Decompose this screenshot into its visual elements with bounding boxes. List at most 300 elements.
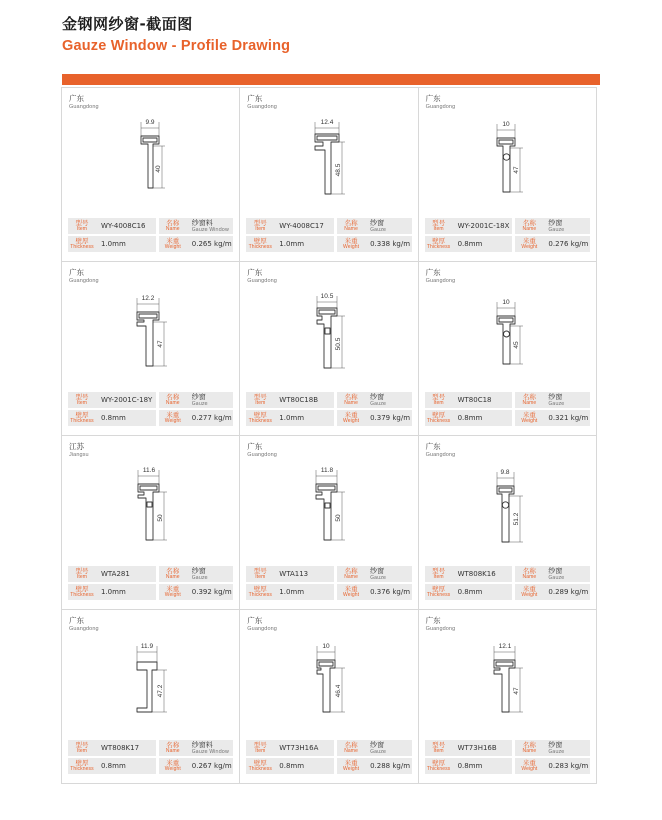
spec-row-thickness [425,584,590,600]
spec-table [68,740,233,776]
weight-label-en: Weight [521,592,538,598]
spec-row-thickness [68,410,233,426]
name-value-cn: 纱窗 [370,392,385,401]
spec-table [246,218,411,254]
name-label [159,218,187,234]
weight-label [337,236,365,252]
thickness-label [425,758,453,774]
spec-row-item [425,392,590,408]
name-value-en: Gauze [548,400,565,407]
weight-value: 0.276 kg/m [543,236,590,252]
item-label [68,392,96,408]
weight-label-en: Weight [164,244,181,250]
region-en: Guangdong [247,452,277,458]
thickness-label [246,758,274,774]
thickness-label-en: Thickness [248,244,272,250]
name-label [337,566,365,582]
thickness-value: 0.8mm [96,758,156,774]
dim-height: 47.2 [156,684,164,698]
spec-row-item [246,566,411,582]
name-value-cn: 纱窗 [191,392,206,401]
name-label [515,392,543,408]
name-value-cn: 纱窗 [191,566,206,575]
name-label [337,392,365,408]
name-label-en: Name [522,226,537,232]
thickness-label [68,584,96,600]
spec-table [425,740,590,776]
thickness-label [68,410,96,426]
weight-label-cn: 米重 [166,758,180,767]
thickness-value: 0.8mm [453,236,513,252]
name-value [365,392,412,408]
name-label [159,740,187,756]
weight-value: 0.289 kg/m [543,584,590,600]
name-label-en: Name [344,748,358,754]
dim-width: 11.6 [142,467,155,474]
name-value-cn: 纱窗 [370,218,385,227]
weight-label [515,410,543,426]
name-label [159,566,187,582]
profile-card[interactable] [418,87,597,262]
thickness-label-en: Thickness [70,766,94,772]
thickness-value: 0.8mm [274,758,334,774]
region-cn: 广东 [425,268,441,277]
weight-label-cn: 米重 [344,236,358,245]
profile-drawing [62,106,239,211]
spec-row-item [425,218,590,234]
weight-label-cn: 米重 [344,584,358,593]
profile-drawing [419,106,596,211]
weight-value: 0.267 kg/m [187,758,234,774]
spec-table [246,740,411,776]
profile-drawing [62,454,239,559]
name-value-en: Gauze Window [191,748,229,755]
spec-row-thickness [425,758,590,774]
thickness-value: 0.8mm [453,584,513,600]
dim-width: 10 [322,643,330,650]
spec-table [425,392,590,428]
item-label [68,740,96,756]
region-en: Guangdong [69,104,99,110]
name-value-cn: 纱窗 [548,392,563,401]
weight-label-cn: 米重 [344,410,358,419]
region-en: Guangdong [247,626,277,632]
item-value: WT73H16A [274,740,334,756]
name-value-en: Gauze [370,748,386,755]
spec-row-item [246,392,411,408]
region-cn: 广东 [69,268,84,277]
weight-label-en: Weight [164,766,181,772]
spec-row-thickness [246,410,411,426]
weight-value: 0.283 kg/m [543,758,590,774]
thickness-label-cn: 壁厚 [253,758,267,767]
spec-row-item [68,392,233,408]
weight-label [159,236,187,252]
profile-drawing [240,628,417,733]
name-value-cn: 纱窗料 [191,218,213,227]
item-value: WT80C18B [274,392,334,408]
name-value-cn: 纱窗 [370,740,385,749]
name-label-cn: 名称 [522,218,536,227]
region-cn: 广东 [247,616,263,625]
profile-card[interactable] [61,609,240,784]
weight-value: 0.321 kg/m [543,410,590,426]
dim-width: 12.1 [498,643,512,650]
weight-label [515,758,543,774]
name-label [515,740,543,756]
spec-table [68,218,233,254]
region-en: Guangdong [69,626,99,632]
name-label-cn: 名称 [344,392,358,401]
item-value: WTA281 [96,566,156,582]
item-label-cn: 型号 [432,392,446,401]
dim-width: 10.5 [320,293,334,300]
item-value: WTA113 [274,566,334,582]
name-value-en: Gauze [370,574,386,581]
weight-label [337,410,365,426]
item-label-cn: 型号 [75,392,89,401]
region-cn: 广东 [425,442,441,451]
thickness-label-en: Thickness [248,418,272,424]
item-label-en: Item [255,574,266,580]
name-value [187,392,234,408]
spec-row-item [246,218,411,234]
name-label [337,218,365,234]
weight-label-cn: 米重 [166,584,180,593]
name-label [515,566,543,582]
item-label [68,218,96,234]
dim-height: 45 [513,341,521,349]
dim-height: 47 [513,166,521,174]
region-cn: 广东 [69,616,84,625]
thickness-label [246,410,274,426]
item-label-cn: 型号 [253,566,267,575]
thickness-value: 1.0mm [274,410,334,426]
dim-height: 46.4 [334,684,342,698]
name-value [365,566,412,582]
region-en: Guangdong [247,104,277,110]
profile-drawing [62,280,239,385]
name-value-en: Gauze [548,574,565,581]
profile-card[interactable] [239,609,418,784]
item-label-cn: 型号 [253,392,267,401]
profile-drawing [240,280,417,385]
dim-height: 50 [156,514,164,522]
spec-row-thickness [68,758,233,774]
name-label-cn: 名称 [344,218,358,227]
region-cn: 广东 [247,94,263,103]
item-label-en: Item [76,226,88,232]
name-label-en: Name [522,748,537,754]
item-value: WY-4008C17 [274,218,334,234]
dim-height: 47 [513,687,521,695]
region-en: Guangdong [69,278,99,284]
profile-card[interactable] [418,261,597,436]
weight-value: 0.338 kg/m [365,236,412,252]
name-value [543,740,590,756]
weight-label-cn: 米重 [166,236,180,245]
thickness-label [425,584,453,600]
item-label [246,392,274,408]
weight-label-en: Weight [164,418,181,424]
dim-height: 50.5 [334,337,342,351]
item-value: WT808K17 [96,740,156,756]
profile-card[interactable] [239,261,418,436]
thickness-label [425,410,453,426]
thickness-label [68,758,96,774]
name-label-cn: 名称 [522,740,536,749]
name-label-en: Name [165,400,180,406]
name-value [187,218,234,234]
weight-label-cn: 米重 [522,410,536,419]
item-label-cn: 型号 [75,566,89,575]
name-value [543,392,590,408]
name-label-en: Name [522,400,537,406]
spec-table [425,566,590,602]
name-label-en: Name [344,574,358,580]
item-label-en: Item [433,400,444,406]
name-value [543,566,590,582]
weight-label-en: Weight [343,592,360,598]
item-label [246,740,274,756]
item-label-en: Item [76,400,88,406]
item-label-en: Item [433,226,444,232]
weight-label-cn: 米重 [166,410,180,419]
dim-width: 10 [502,299,510,306]
item-label-en: Item [76,574,88,580]
thickness-label-en: Thickness [426,592,451,598]
region-en: Guangdong [425,104,456,110]
spec-row-thickness [425,236,590,252]
thickness-label-en: Thickness [248,592,272,598]
spec-row-item [425,740,590,756]
name-value [365,740,412,756]
dim-height: 47 [156,340,164,348]
name-label-cn: 名称 [166,740,180,749]
thickness-label [425,236,453,252]
region-en: Guangdong [425,452,456,458]
thickness-label-en: Thickness [426,766,451,772]
thickness-label-en: Thickness [426,244,451,250]
spec-table [246,392,411,428]
item-value: WT808K16 [453,566,513,582]
thickness-label-en: Thickness [248,766,272,772]
thickness-label-en: Thickness [70,592,94,598]
name-value [187,740,234,756]
dim-height: 40 [154,165,162,173]
thickness-label-cn: 壁厚 [75,410,89,419]
region-cn: 广东 [247,268,263,277]
name-label [337,740,365,756]
name-value-cn: 纱窗 [370,566,385,575]
region-en: Guangdong [425,626,456,632]
name-label-en: Name [344,226,358,232]
thickness-value: 0.8mm [96,410,156,426]
item-label-cn: 型号 [75,740,89,749]
thickness-label-en: Thickness [426,418,451,424]
dim-width: 11.9 [140,643,153,650]
region-en: Guangdong [247,278,277,284]
profile-drawing [419,280,596,385]
name-value-cn: 纱窗 [548,218,563,227]
thickness-value: 0.8mm [453,758,513,774]
weight-label-cn: 米重 [522,584,536,593]
weight-label-en: Weight [343,244,360,250]
thickness-value: 0.8mm [453,410,513,426]
spec-table [68,566,233,602]
name-value-en: Gauze [548,748,565,755]
weight-label [337,584,365,600]
dim-width: 9.8 [500,469,510,476]
item-label [425,740,453,756]
page-title-en: Gauze Window - Profile Drawing [62,38,291,54]
item-label-cn: 型号 [432,740,446,749]
thickness-label-cn: 壁厚 [432,584,446,593]
weight-label [337,758,365,774]
name-label-en: Name [344,400,358,406]
weight-label [515,236,543,252]
spec-table [68,392,233,428]
weight-label [159,410,187,426]
item-label-cn: 型号 [253,218,267,227]
weight-label-cn: 米重 [344,758,358,767]
region-cn: 广东 [69,94,84,103]
name-label-cn: 名称 [166,392,180,401]
item-value: WT80C18 [453,392,513,408]
name-label-en: Name [165,574,180,580]
profile-grid [62,88,600,784]
name-label [515,218,543,234]
spec-row-thickness [246,758,411,774]
spec-row-item [68,218,233,234]
thickness-label-cn: 壁厚 [432,236,446,245]
weight-label-cn: 米重 [522,758,536,767]
item-label-en: Item [433,574,444,580]
name-label-cn: 名称 [522,566,536,575]
spec-row-thickness [68,584,233,600]
weight-label [159,584,187,600]
thickness-label [246,236,274,252]
name-value [187,566,234,582]
thickness-label-en: Thickness [70,418,94,424]
thickness-value: 1.0mm [274,584,334,600]
thickness-label-cn: 壁厚 [75,584,89,593]
profile-card[interactable] [239,87,418,262]
thickness-value: 1.0mm [274,236,334,252]
name-value-cn: 纱窗 [548,566,563,575]
thickness-label [68,236,96,252]
profile-card[interactable] [61,261,240,436]
dim-width: 11.8 [320,467,334,474]
item-value: WT73H16B [453,740,513,756]
region-cn: 广东 [425,94,441,103]
profile-card[interactable] [418,435,597,610]
thickness-value: 1.0mm [96,236,156,252]
spec-row-item [425,566,590,582]
name-label-cn: 名称 [166,218,180,227]
item-label-cn: 型号 [253,740,267,749]
weight-label-en: Weight [343,418,360,424]
item-label [425,566,453,582]
thickness-label-en: Thickness [70,244,94,250]
page-header [0,0,662,56]
region-cn: 广东 [247,442,263,451]
thickness-label-cn: 壁厚 [253,236,267,245]
thickness-label-cn: 壁厚 [75,236,89,245]
weight-value: 0.376 kg/m [365,584,412,600]
thickness-label-cn: 壁厚 [253,410,267,419]
profile-card[interactable] [61,435,240,610]
item-label-en: Item [76,748,88,754]
spec-row-item [246,740,411,756]
item-label-en: Item [433,748,444,754]
spec-row-item [68,740,233,756]
item-label-en: Item [255,226,266,232]
item-label [246,218,274,234]
weight-value: 0.288 kg/m [365,758,412,774]
region-en: Guangdong [425,278,456,284]
profile-card[interactable] [61,87,240,262]
item-value: WY-2001C-18X [453,218,513,234]
dim-width: 9.9 [145,119,155,126]
dim-width: 12.2 [141,295,154,302]
name-value [543,218,590,234]
item-label-cn: 型号 [432,218,446,227]
name-label-en: Name [165,226,180,232]
name-value-en: Gauze [370,226,386,233]
thickness-value: 1.0mm [96,584,156,600]
item-value: WY-4008C16 [96,218,156,234]
profile-card[interactable] [418,609,597,784]
name-label-en: Name [522,574,537,580]
weight-label-en: Weight [521,244,538,250]
name-value-en: Gauze [191,574,208,581]
dim-height: 50 [334,514,342,522]
name-label-cn: 名称 [344,566,358,575]
weight-value: 0.277 kg/m [187,410,234,426]
accent-bar [62,74,600,85]
profile-card[interactable] [239,435,418,610]
weight-value: 0.265 kg/m [187,236,234,252]
spec-row-thickness [246,236,411,252]
spec-row-thickness [68,236,233,252]
profile-drawing [62,628,239,733]
region-cn: 江苏 [69,442,84,451]
spec-table [246,566,411,602]
weight-label-en: Weight [343,766,360,772]
name-label [159,392,187,408]
thickness-label-cn: 壁厚 [253,584,267,593]
spec-row-thickness [425,410,590,426]
weight-label-en: Weight [164,592,181,598]
item-label-en: Item [255,748,266,754]
name-value-en: Gauze [370,400,386,407]
thickness-label-cn: 壁厚 [432,410,446,419]
item-label-en: Item [255,400,266,406]
weight-label [515,584,543,600]
dim-width: 12.4 [320,119,334,126]
page-title-cn: 金钢网纱窗-截面图 [62,15,193,33]
spec-row-thickness [246,584,411,600]
item-label [68,566,96,582]
spec-table [425,218,590,254]
item-label [425,392,453,408]
profile-drawing [419,628,596,733]
item-label [246,566,274,582]
item-value: WY-2001C-18Y [96,392,156,408]
name-value [365,218,412,234]
profile-drawing [240,106,417,211]
